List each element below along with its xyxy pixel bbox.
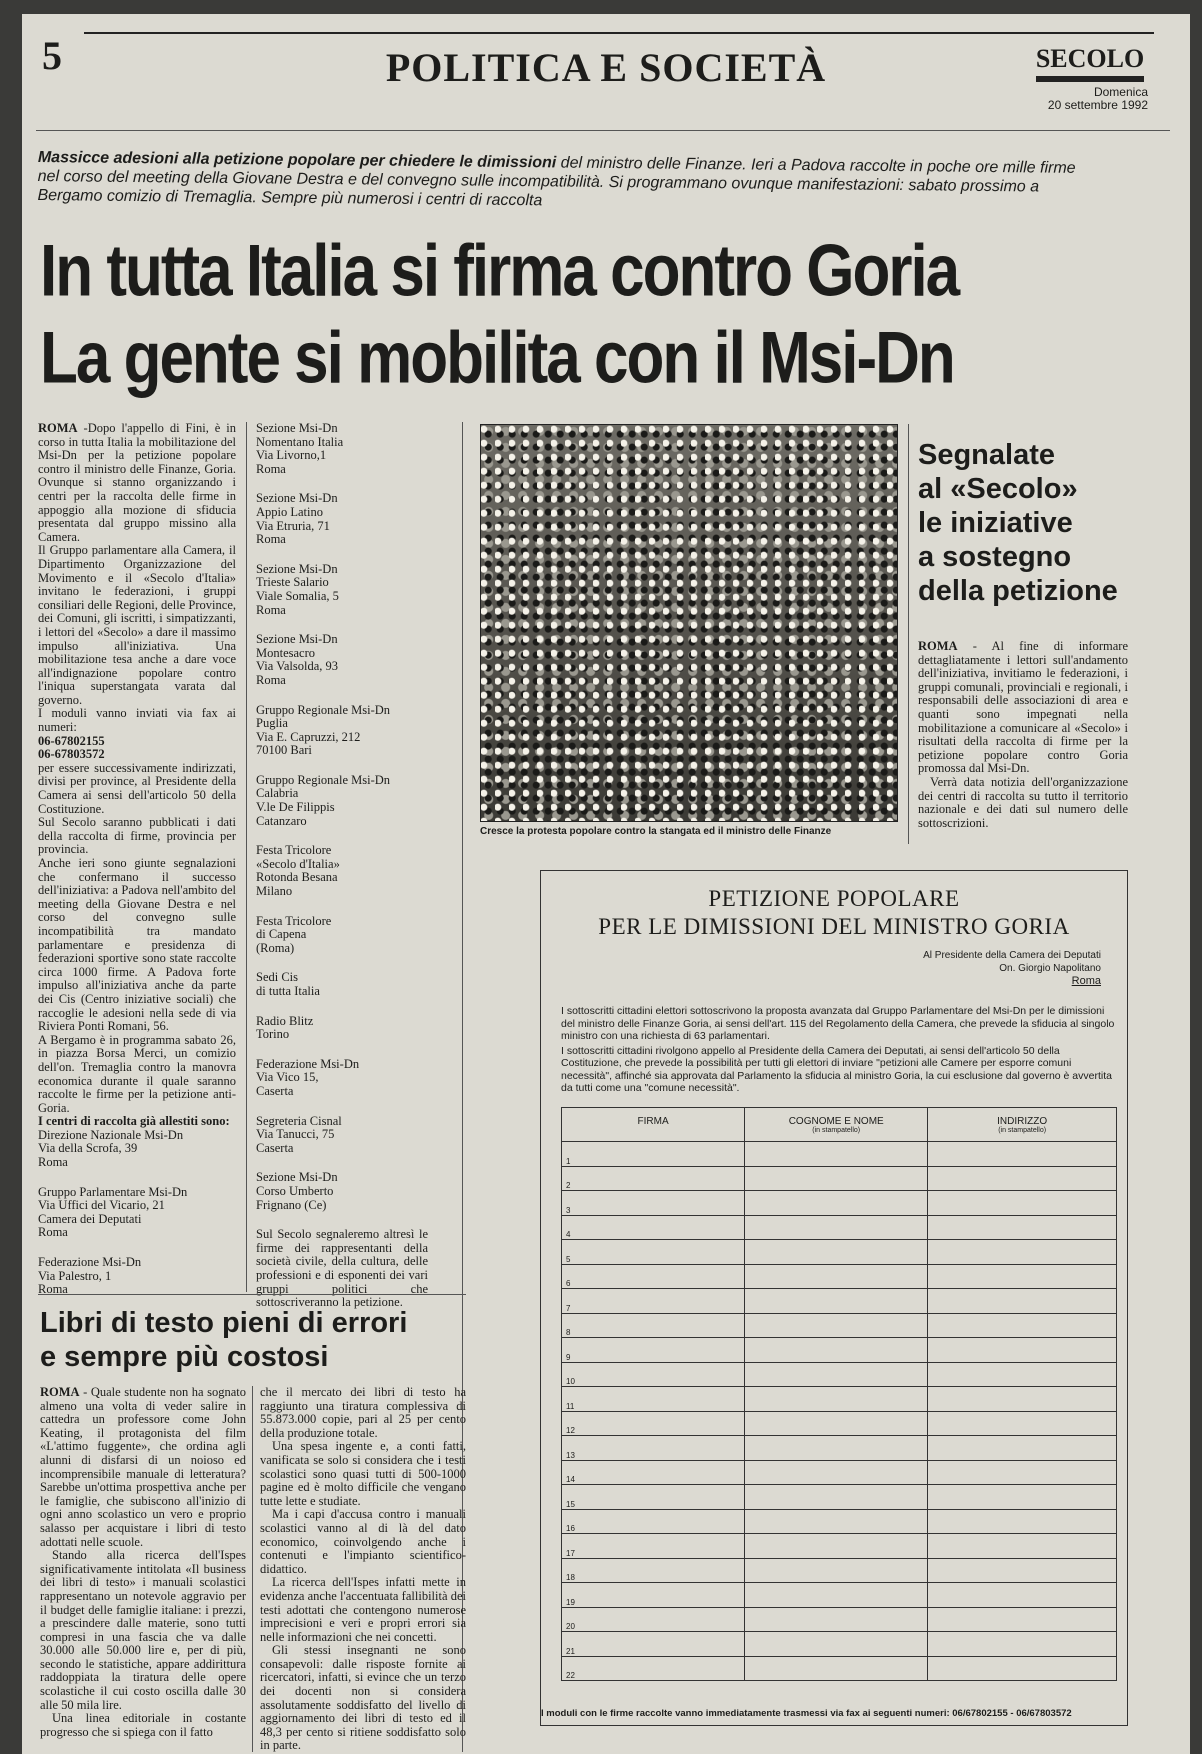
address-block: Direzione Nazionale Msi-Dn Via della Scrofa, 39 Roma xyxy=(38,1127,184,1170)
paragraph: Gli stessi insegnanti ne sono consapevoli: dalle risposte fornite ai ricercatori, infatti, si evince che un terzo dei docenti non si considera assolutamente soddisfatto del livello di aggiornamento dei libri di testo ed il 48,3 per cento si ritiene soddisfatto solo in parte. xyxy=(260,1643,466,1753)
column-header-nome: COGNOME E NOME (in stampatello) xyxy=(745,1108,928,1142)
address-block: Segreteria Cisnal Via Tanucci, 75 Caserta xyxy=(256,1113,342,1155)
name-cell[interactable] xyxy=(745,1387,928,1412)
signature-cell[interactable]: 21 xyxy=(562,1632,745,1657)
paragraph: Stando alla ricerca dell'Ispes significativamente intitolata «Il business dei libri di testo» i manuali scolastici rappresentano un notevole aggravio per il budget delle famiglie italiane: i prezzi, a prescindere dalle materie, sono tutti compresi in una fascia che va dalle 30.000 alle 50.000 lire e, per di più, secondo le statistiche, appare addirittura raddoppiata la tiratura delle opere scolastiche il cui costo oscilla dalle 30 alle 50 mila lire. xyxy=(40,1548,246,1712)
paragraph: Il Gruppo parlamentare alla Camera, il Dipartimento Organizzazione del Movimento e il «Secolo d'Italia» invitano le federazioni, i gruppi consiliari delle Regioni, delle Province, dei Comuni, gli iscritti, i simpatizzanti, i lettori del «Secolo» a dare il massimo impulso all'iniziativa. Una mobilitazione tesa anche a dare voce all'indignazione popolare contro l'iniqua superstangata varata dal governo. xyxy=(38,543,236,707)
address-block: Gruppo Regionale Msi-Dn Puglia Via E. Capruzzi, 212 70100 Bari xyxy=(256,702,391,758)
address-block: Sezione Msi-Dn Appio Latino Via Etruria, 71 Roma xyxy=(256,491,338,547)
signature-row xyxy=(562,1191,1117,1216)
column-header-indirizzo: INDIRIZZO (in stampatello) xyxy=(928,1108,1117,1142)
name-cell[interactable] xyxy=(745,1142,928,1167)
address-cell[interactable] xyxy=(928,1411,1117,1436)
logo-bar xyxy=(1036,76,1144,82)
page-number: 5 xyxy=(42,33,62,78)
dateline: ROMA xyxy=(40,1385,80,1399)
issue-date xyxy=(1048,86,1148,112)
signature-cell[interactable]: 9 xyxy=(562,1338,745,1363)
article2-headline: Libri di testo pieni di errori e sempre più costosi xyxy=(40,1307,408,1373)
address-cell[interactable] xyxy=(928,1338,1117,1363)
lead-headline xyxy=(40,228,1120,403)
name-cell[interactable] xyxy=(745,1240,928,1265)
signature-row xyxy=(562,1436,1117,1461)
paragraph: Una spesa ingente e, a conti fatti, vanificata se solo si considera che i testi scolastici sono quasi tutti di 500-1000 pagine ed è molto difficile che vengano tutte lette e studiate. xyxy=(260,1439,466,1508)
address-column xyxy=(256,422,428,1310)
address-block: Gruppo Regionale Msi-Dn Calabria V.le De Filippis Catanzaro xyxy=(256,772,391,828)
petition-text: I sottoscritti cittadini elettori sottoscrivono la proposta avanzata dal Gruppo Parlamentare del Msi-Dn per le dimissioni del ministro delle Finanze Goria, ai sensi dell'art. 115 del Regolamento della Camera, che prevede la sfiducia al singolo ministro con una richiesta di 63 parlamentari. I sottoscritti cittadini rivolgono appello al Presidente della Camera dei Deputati, ai sensi dell'articolo 50 della Costituzione, che prevede la possibilità per tutti gli elettori di inviare "petizioni alle Camere per esporre comuni necessità", affinché sia approvata dal Parlamento la sfiducia al ministro Goria, la cui esclusione dal governo è avvertita da tutti come una "comune necessità". xyxy=(561,1005,1115,1094)
address-block: Gruppo Parlamentare Msi-Dn Via Uffici del Vicario, 21 Camera dei Deputati Roma xyxy=(38,1184,188,1240)
name-cell[interactable] xyxy=(745,1460,928,1485)
address-cell[interactable] xyxy=(928,1166,1117,1191)
signature-row xyxy=(562,1142,1117,1167)
signature-row xyxy=(562,1289,1117,1314)
address-cell[interactable] xyxy=(928,1558,1117,1583)
address-block: Sezione Msi-Dn Corso Umberto Frignano (Ce) xyxy=(256,1170,338,1212)
signature-cell[interactable]: 13 xyxy=(562,1436,745,1461)
signature-cell[interactable]: 15 xyxy=(562,1485,745,1510)
signature-row xyxy=(562,1583,1117,1608)
top-rule xyxy=(84,32,1154,34)
address-cell[interactable] xyxy=(928,1313,1117,1338)
signature-row xyxy=(562,1509,1117,1534)
issue-day: Domenica xyxy=(1093,85,1148,99)
signature-row xyxy=(562,1558,1117,1583)
address-block: Festa Tricolore di Capena (Roma) xyxy=(256,913,332,955)
address-cell[interactable] xyxy=(928,1534,1117,1559)
name-cell[interactable] xyxy=(745,1534,928,1559)
signature-row xyxy=(562,1411,1117,1436)
paragraph: per essere successivamente indirizzati, divisi per province, al Presidente della Camera ai sensi dell'articolo 50 della Costituzione. xyxy=(38,760,236,816)
signature-row xyxy=(562,1656,1117,1681)
signature-cell[interactable]: 7 xyxy=(562,1289,745,1314)
crowd-photo xyxy=(480,424,898,822)
signature-cell[interactable]: 22 xyxy=(562,1656,745,1681)
address-cell[interactable] xyxy=(928,1387,1117,1412)
name-cell[interactable] xyxy=(745,1485,928,1510)
name-cell[interactable] xyxy=(745,1166,928,1191)
petition-footer: I moduli con le firme raccolte vanno immediatamente trasmessi via fax ai seguenti numeri: 06/67802155 - 06/67803572 xyxy=(541,1708,1072,1719)
headline-line-1: In tutta Italia si firma contro Goria xyxy=(40,230,959,312)
lead-kicker xyxy=(37,148,1098,216)
signature-row xyxy=(562,1264,1117,1289)
name-cell[interactable] xyxy=(745,1632,928,1657)
signature-cell[interactable]: 12 xyxy=(562,1411,745,1436)
paragraph: La ricerca dell'Ispes infatti mette in evidenza anche l'accentuata fallibilità dei testi adottati che contengono numerose imprecisioni e veri e propri errori sia nelle informazioni che nei concetti. xyxy=(260,1575,466,1644)
address-block: Radio Blitz Torino xyxy=(256,1013,314,1042)
side-article xyxy=(918,640,1128,830)
paragraph: ROMA - Al fine di informare dettagliatamente i lettori sull'andamento dell'iniziativa, invitiamo le federazioni, i gruppi comunali, provinciali e regionali, i responsabili delle associazioni di area e quanti sono impegnati nella mobilitazione a comunicare al «Secolo» i risultati della raccolta di firme per la petizione popolare contro Goria promossa dal Msi-Dn. xyxy=(918,639,1128,776)
name-cell[interactable] xyxy=(745,1411,928,1436)
petition-form xyxy=(540,870,1128,1726)
signature-cell[interactable]: 1 xyxy=(562,1142,745,1167)
address-cell[interactable] xyxy=(928,1607,1117,1632)
signature-cell[interactable]: 8 xyxy=(562,1313,745,1338)
address-cell[interactable] xyxy=(928,1142,1117,1167)
petition-title: PETIZIONE POPOLARE PER LE DIMISSIONI DEL MINISTRO GORIA xyxy=(598,886,1070,939)
address-cell[interactable] xyxy=(928,1289,1117,1314)
fax-number: 06-67802155 xyxy=(38,733,105,748)
address-cell[interactable] xyxy=(928,1264,1117,1289)
paragraph: Verrà data notizia dell'organizzazione dei centri di raccolta su tutto il territorio nazionale e dei dati sul numero delle sottoscrizioni. xyxy=(918,774,1128,830)
name-cell[interactable] xyxy=(745,1583,928,1608)
signature-cell[interactable]: 6 xyxy=(562,1264,745,1289)
address-block: Sezione Msi-Dn Montesacro Via Valsolda, 93 Roma xyxy=(256,632,338,687)
dateline: ROMA xyxy=(38,421,78,435)
address-block: Festa Tricolore «Secolo d'Italia» Rotonda Besana Milano xyxy=(256,843,340,899)
address-block: Federazione Msi-Dn Via Palestro, 1 Roma xyxy=(38,1255,142,1297)
signature-row xyxy=(562,1460,1117,1485)
name-cell[interactable] xyxy=(745,1215,928,1240)
signature-cell[interactable]: 16 xyxy=(562,1509,745,1534)
column-rule xyxy=(246,422,247,1292)
name-cell[interactable] xyxy=(745,1289,928,1314)
address-block: Federazione Msi-Dn Via Vico 15, Caserta xyxy=(256,1056,360,1098)
signature-cell[interactable]: 5 xyxy=(562,1240,745,1265)
address-cell[interactable] xyxy=(928,1215,1117,1240)
name-cell[interactable] xyxy=(745,1656,928,1681)
photo-caption: Cresce la protesta popolare contro la stangata ed il ministro delle Finanze xyxy=(480,826,832,837)
paragraph: A Bergamo è in programma sabato 26, in piazza Borsa Merci, un comizio dell'on. Tremaglia contro la manovra economica durante il quale saranno raccolte le firme per la petizione anti-Goria. xyxy=(38,1032,236,1115)
paragraph: Ma i capi d'accusa contro i manuali scolastici vanno al di là del dato economico, coinvolgendo anche i contenuti e l'impianto scientifico-didattico. xyxy=(260,1507,466,1576)
address-cell[interactable] xyxy=(928,1240,1117,1265)
signature-row xyxy=(562,1313,1117,1338)
newspaper-page xyxy=(22,14,1190,1754)
dateline: ROMA xyxy=(918,639,958,653)
signature-cell[interactable]: 11 xyxy=(562,1387,745,1412)
column-header-firma: FIRMA xyxy=(562,1108,745,1142)
fax-number: 06-67803572 xyxy=(38,747,105,762)
article-rule xyxy=(38,1294,466,1295)
address-block: Sedi Cis di tutta Italia xyxy=(256,970,320,998)
signature-row xyxy=(562,1215,1117,1240)
newspaper-logo xyxy=(1030,44,1150,82)
paragraph: Sul Secolo saranno pubblicati i dati della raccolta di firme, provincia per provincia. xyxy=(38,815,236,857)
name-cell[interactable] xyxy=(745,1509,928,1534)
address-cell[interactable] xyxy=(928,1583,1117,1608)
address-cell[interactable] xyxy=(928,1362,1117,1387)
signature-row xyxy=(562,1534,1117,1559)
signature-cell[interactable]: 10 xyxy=(562,1362,745,1387)
petition-addressee: Al Presidente della Camera dei Deputati On. Giorgio Napolitano Roma xyxy=(923,950,1101,987)
paragraph: che il mercato dei libri di testo ha raggiunto una tiratura complessiva di 55.873.000 copie, pari al 25 per cento della produzione totale. xyxy=(260,1385,466,1440)
paragraph: I moduli vanno inviati via fax ai numeri: xyxy=(38,706,236,735)
address-cell[interactable] xyxy=(928,1436,1117,1461)
signature-row xyxy=(562,1362,1117,1387)
signature-cell[interactable]: 17 xyxy=(562,1534,745,1559)
signature-cell[interactable]: 18 xyxy=(562,1558,745,1583)
subheading: I centri di raccolta già allestiti sono: xyxy=(38,1114,230,1129)
signature-row xyxy=(562,1166,1117,1191)
address-cell[interactable] xyxy=(928,1485,1117,1510)
signature-row xyxy=(562,1240,1117,1265)
signature-cell[interactable]: 2 xyxy=(562,1166,745,1191)
section-title: POLITICA E SOCIETÀ xyxy=(385,45,827,90)
paragraph: ROMA -Dopo l'appello di Fini, è in corso in tutta Italia la mobilitazione del Msi-Dn per la petizione popolare contro il ministro delle Finanze, Goria. Ovunque si stanno organizzando i centri per la raccolta delle firme in appoggio alla mozione di sfiducia presentata dal gruppo missino alla Camera. xyxy=(38,421,236,544)
name-cell[interactable] xyxy=(745,1264,928,1289)
signature-row xyxy=(562,1338,1117,1363)
signature-table xyxy=(561,1107,1117,1681)
kicker-rest: del ministro delle Finanze. Ieri a Padova raccolte in poche ore mille firme nel corso del meeting della Giovane Destra e del convegno sulle incompatibilità. Si programmano ovunque manifestazioni: sabato prossimo a Bergamo comizio di Tremaglia. Sempre più numerosi i centri di raccolta xyxy=(37,154,1076,210)
address-cell[interactable] xyxy=(928,1632,1117,1657)
article-column-1 xyxy=(38,422,236,1313)
side-headline: Segnalate al «Secolo» le iniziative a sostegno della petizione xyxy=(918,439,1118,607)
address-cell[interactable] xyxy=(928,1191,1117,1216)
address-block: Sezione Msi-Dn Nomentano Italia Via Livorno,1 Roma xyxy=(256,421,344,476)
signature-row xyxy=(562,1632,1117,1657)
name-cell[interactable] xyxy=(745,1362,928,1387)
article2-column-right xyxy=(260,1386,466,1753)
paragraph: ROMA - Quale studente non ha sognato almeno una volta di veder salire in cattedra un professore come John Keating, il protagonista del film «L'attimo fuggente», che ordina agli alunni di disfarsi di un noioso ed incomprensibile manuale di letteratura? Sarebbe un'ottima prospettiva anche per le famiglie, che subiscono all'inizio di ogni anno scolastico un vero e proprio salasso per acquistare i libri di testo adottati nelle scuole. xyxy=(40,1385,246,1549)
address-block: Sezione Msi-Dn Trieste Salario Viale Somalia, 5 Roma xyxy=(256,561,339,617)
name-cell[interactable] xyxy=(745,1436,928,1461)
article2-column-left xyxy=(40,1386,246,1739)
signature-cell[interactable]: 3 xyxy=(562,1191,745,1216)
signature-cell[interactable]: 14 xyxy=(562,1460,745,1485)
signature-row xyxy=(562,1387,1117,1412)
address-cell[interactable] xyxy=(928,1509,1117,1534)
headline-line-2: La gente si mobilita con il Msi-Dn xyxy=(40,317,954,400)
logo-text: SECOLO xyxy=(1035,44,1145,73)
signature-cell[interactable]: 19 xyxy=(562,1583,745,1608)
issue-date-text: 20 settembre 1992 xyxy=(1047,98,1148,112)
kicker-bold: Massicce adesioni alla petizione popolare per chiedere le dimissioni xyxy=(37,148,557,172)
name-cell[interactable] xyxy=(745,1313,928,1338)
name-cell[interactable] xyxy=(745,1338,928,1363)
paragraph: Anche ieri sono giunte segnalazioni che confermano il successo dell'iniziativa: a Padova nell'ambito del meeting della Giovane Destra e nel corso del convegno sulle incompatibilità tra mandato parlamentare e presidenza di federazioni sportive sono state raccolte circa 1000 firme. A Padova forte impulso all'iniziativa anche da parte dei Cis (Centro iniziative sociali) che raccoglie le adesioni nella sede di via Riviera Ponti Romani, 56. xyxy=(38,856,236,1034)
column-rule xyxy=(252,1386,253,1752)
address-cell[interactable] xyxy=(928,1656,1117,1681)
signature-cell[interactable]: 4 xyxy=(562,1215,745,1240)
name-cell[interactable] xyxy=(745,1558,928,1583)
signature-row xyxy=(562,1607,1117,1632)
name-cell[interactable] xyxy=(745,1191,928,1216)
header-rule xyxy=(36,130,1170,131)
closing-paragraph: Sul Secolo segnaleremo altresì le firme dei rappresentanti della società civile, della cultura, delle professioni e di esponenti dei vari gruppi politici che sottoscriveranno la petizione. xyxy=(256,1227,428,1310)
address-cell[interactable] xyxy=(928,1460,1117,1485)
signature-row xyxy=(562,1485,1117,1510)
column-rule xyxy=(908,424,909,844)
paragraph: Una linea editoriale in costante progresso che si spiega con il fatto xyxy=(40,1711,246,1739)
name-cell[interactable] xyxy=(745,1607,928,1632)
signature-cell[interactable]: 20 xyxy=(562,1607,745,1632)
